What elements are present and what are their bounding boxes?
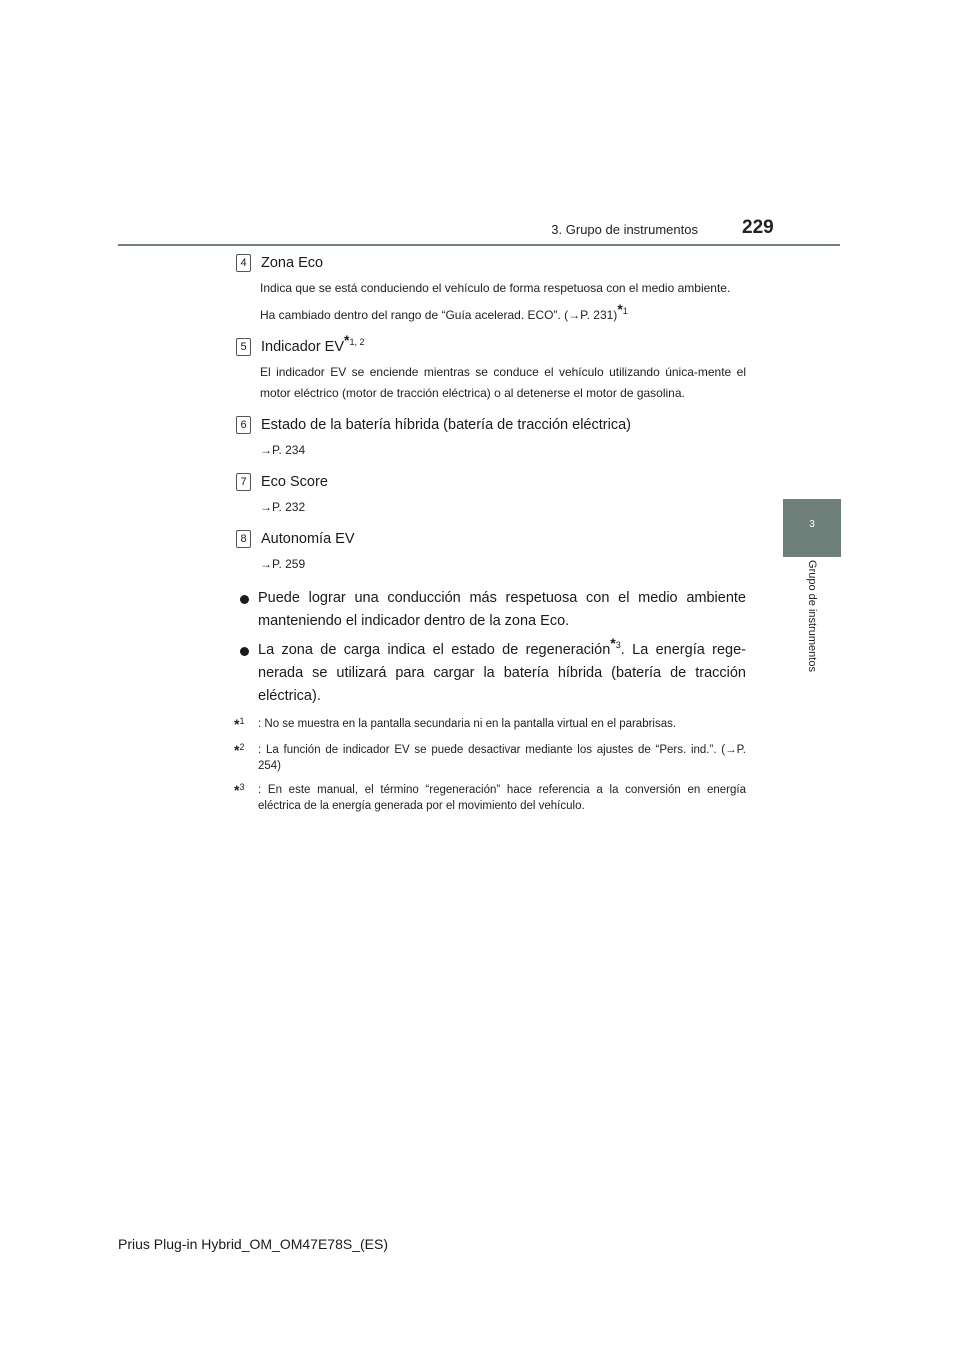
item-description: El indicador EV se enciende mientras se conduce el vehículo utilizando única-mente el motor eléctrico (motor de tracción eléctrica) o al detenerse el motor de gasolina. (260, 365, 746, 400)
page-reference: →P. 232 (260, 500, 306, 514)
item-title: Indicador EV$^{*1, 2}$ (261, 332, 365, 355)
note-bullet (240, 635, 746, 708)
page-reference: →P. 259 (260, 557, 306, 571)
footnote-mark: 2 (239, 742, 245, 753)
footnote: *$^3$ : En este manual, el término “regeneración” hace referencia a la conversión en energía eléctrica de la energía generada por el movimiento del vehículo. (234, 782, 746, 812)
item-indicador-ev (236, 332, 746, 404)
item-estado-bateria (236, 416, 746, 461)
item-number-badge: 8 (236, 530, 251, 548)
footnote-ref: 1, 2 (349, 337, 365, 348)
footnotes (234, 716, 746, 814)
header-rule (118, 244, 840, 246)
item-zona-eco (236, 254, 746, 326)
page-number: 229 (742, 217, 774, 238)
note-bullet (240, 587, 746, 633)
bullet-icon (240, 647, 249, 656)
item-title: Autonomía EV (261, 531, 355, 547)
chapter-tab (783, 499, 841, 557)
item-title: Eco Score (261, 474, 328, 490)
footnote-text: : En este manual, el término “regeneración” hace referencia a la conversión en energía eléctrica de la energía generada por el movimiento del vehículo. (258, 784, 746, 812)
footnote: *$^1$ : No se muestra en la pantalla secundaria ni en la pantalla virtual en el parabrisas. (234, 716, 677, 732)
footnote-text: : La función de indicador EV se puede desactivar mediante los ajustes de “Pers. ind.”. (→P. 254) (258, 744, 746, 772)
document-footer: Prius Plug-in Hybrid_OM_OM47E78S_(ES) (118, 1236, 388, 1252)
bullet-icon (240, 595, 249, 604)
running-header-section: 3. Grupo de instrumentos (551, 222, 698, 237)
item-number-badge: 4 (236, 254, 251, 272)
main-content (236, 254, 746, 822)
item-number-badge: 7 (236, 473, 251, 491)
item-number-badge: 6 (236, 416, 251, 434)
item-description: Ha cambiado dentro del rango de “Guía acelerad. ECO”. (→P. 231)$^{*1}$ (260, 301, 628, 322)
item-cross-reference: Ha cambiado dentro del rango de “Guía acelerad. ECO”. (→P. 231) (260, 308, 618, 322)
footnote-mark: 3 (239, 782, 245, 793)
item-title: Estado de la batería híbrida (batería de tracción eléctrica) (261, 417, 631, 433)
footnote-mark: 1 (239, 716, 245, 727)
footnote-text: : No se muestra en la pantalla secundaria ni en la pantalla virtual en el parabrisas. (258, 718, 677, 730)
note-text: Puede lograr una conducción más respetuosa con el medio ambiente manteniendo el indicador dentro de la zona Eco. (258, 590, 746, 629)
chapter-tab-number: 3 (809, 519, 815, 530)
note-text: La zona de carga indica el estado de regeneración$^{*3}$. La energía rege-nerada se utilizará para cargar la batería híbrida (batería de tracción eléctrica). (258, 635, 746, 704)
page-reference: →P. 234 (260, 443, 306, 457)
footnote-ref: 1 (622, 306, 628, 316)
chapter-tab-label: Grupo de instrumentos (806, 560, 818, 672)
footnote: *$^2$ : La función de indicador EV se puede desactivar mediante los ajustes de “Pers. ind.”. (→P. 254) (234, 742, 746, 772)
item-title: Zona Eco (261, 255, 324, 271)
item-eco-score (236, 473, 746, 518)
item-autonomia-ev (236, 530, 746, 575)
notes-list (240, 587, 746, 708)
item-number-badge: 5 (236, 338, 251, 356)
item-description: Indica que se está conduciendo el vehículo de forma respetuosa con el medio ambiente. (260, 281, 731, 295)
